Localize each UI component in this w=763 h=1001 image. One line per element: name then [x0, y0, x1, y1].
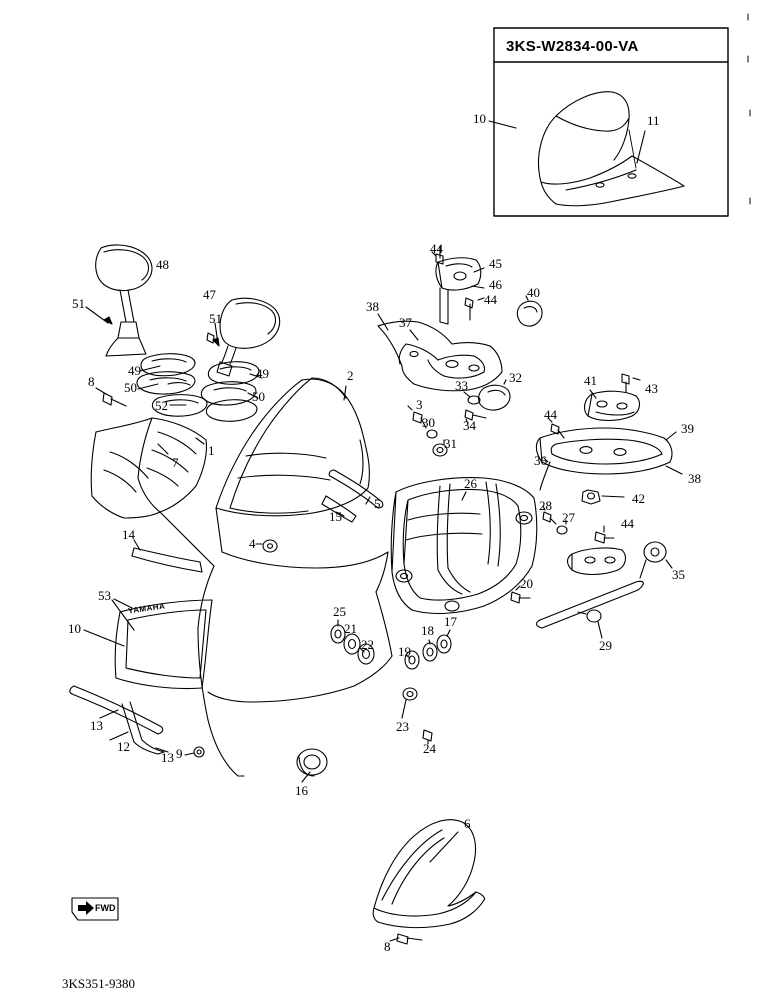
callout-23: 23 — [396, 719, 409, 734]
callout-5: 5 — [374, 496, 381, 511]
callout-7: 7 — [172, 455, 179, 470]
callout-13-b: 13 — [161, 750, 174, 765]
callout-17: 17 — [444, 614, 457, 629]
windshield-decal: YAMAHA — [127, 601, 166, 616]
callout-31: 31 — [444, 436, 457, 451]
callout-44-c: 44 — [544, 407, 557, 422]
callout-49-a: 49 — [128, 363, 141, 378]
callout-18: 18 — [421, 623, 434, 638]
inset-title: 3KS-W2834-00-VA — [506, 38, 639, 55]
callout-6: 6 — [464, 816, 471, 831]
callout-30: 30 — [422, 415, 435, 430]
callout-32: 32 — [509, 370, 522, 385]
callout-50-a: 50 — [124, 380, 137, 395]
callout-inset-11: 11 — [647, 113, 660, 128]
callout-48: 48 — [156, 257, 169, 272]
callout-34: 34 — [463, 418, 476, 433]
callout-33: 33 — [455, 378, 468, 393]
drawing-part-number: 3KS351-9380 — [62, 976, 135, 991]
fwd-direction-label: FWD — [95, 903, 116, 913]
callout-19: 19 — [398, 644, 411, 659]
callout-inset-10: 10 — [473, 111, 486, 126]
callout-8-a: 8 — [88, 374, 95, 389]
callout-53: 53 — [98, 588, 111, 603]
callout-10: 10 — [68, 621, 81, 636]
callout-26: 26 — [464, 476, 477, 491]
callout-40: 40 — [527, 285, 540, 300]
callout-27: 27 — [562, 510, 575, 525]
callout-44-a: 44 — [430, 241, 443, 256]
callout-42: 42 — [632, 491, 645, 506]
callout-29: 29 — [599, 638, 612, 653]
callout-38-b: 38 — [688, 471, 701, 486]
callout-47: 47 — [203, 287, 216, 302]
callout-20: 20 — [520, 576, 533, 591]
callout-9: 9 — [176, 746, 183, 761]
callout-12: 12 — [117, 739, 130, 754]
callout-14: 14 — [122, 527, 135, 542]
callout-22: 22 — [361, 637, 374, 652]
callout-52: 52 — [155, 398, 168, 413]
callout-44-b: 44 — [484, 292, 497, 307]
callout-28: 28 — [539, 498, 552, 513]
callout-49-b: 49 — [256, 366, 269, 381]
callout-36: 36 — [534, 453, 547, 468]
callout-41: 41 — [584, 373, 597, 388]
callout-39: 39 — [681, 421, 694, 436]
inset-frame — [494, 28, 728, 216]
callout-46: 46 — [489, 277, 502, 292]
callout-24: 24 — [423, 741, 436, 756]
callout-1: 1 — [208, 443, 215, 458]
callout-43: 43 — [645, 381, 658, 396]
callout-35: 35 — [672, 567, 685, 582]
callout-21: 21 — [344, 621, 357, 636]
callout-16: 16 — [295, 783, 308, 798]
callout-51-b: 51 — [209, 311, 222, 326]
callout-2: 2 — [347, 368, 354, 383]
callout-45: 45 — [489, 256, 502, 271]
callout-38-a: 38 — [366, 299, 379, 314]
callout-44-d: 44 — [621, 516, 634, 531]
callout-51-a: 51 — [72, 296, 85, 311]
callout-8-b: 8 — [384, 939, 391, 954]
callout-25: 25 — [333, 604, 346, 619]
callout-37: 37 — [399, 315, 412, 330]
callout-13-a: 13 — [90, 718, 103, 733]
callout-15: 15 — [329, 509, 342, 524]
callout-4: 4 — [249, 536, 256, 551]
callout-50-b: 50 — [252, 389, 265, 404]
callout-3: 3 — [416, 397, 423, 412]
